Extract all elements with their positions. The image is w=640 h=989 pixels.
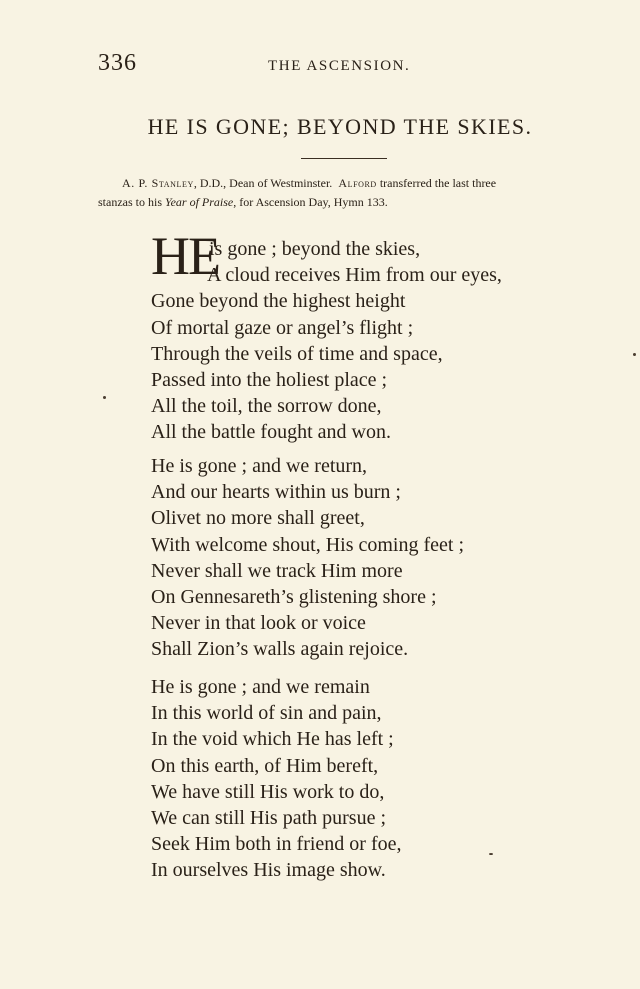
page-speck bbox=[103, 396, 106, 399]
verse-line: Never shall we track Him more bbox=[151, 559, 403, 582]
attribution bbox=[98, 174, 590, 212]
stanza-1 bbox=[151, 236, 502, 446]
verse-line: Of mortal gaze or angel’s flight ; bbox=[151, 316, 414, 339]
attribution-line2-end: , for Ascension Day, Hymn 133. bbox=[233, 195, 388, 209]
page-speck bbox=[489, 853, 493, 855]
author-name: A. P. Stanley bbox=[122, 176, 194, 190]
verse-line: He is gone ; and we return, bbox=[151, 455, 368, 477]
running-head: THE ASCENSION. bbox=[268, 58, 411, 74]
verse-line: He is gone ; and we remain bbox=[151, 676, 370, 698]
stanza-2 bbox=[151, 453, 464, 663]
attribution-line-2 bbox=[98, 193, 590, 212]
verse-line: Gone beyond the highest height bbox=[151, 290, 406, 313]
editor-name: Alford bbox=[338, 176, 377, 190]
verse-line: With welcome shout, His coming feet ; bbox=[151, 533, 465, 556]
verse-line: Never in that look or voice bbox=[151, 612, 366, 635]
verse-line: In this world of sin and pain, bbox=[151, 702, 382, 725]
verse-line: On this earth, of Him bereft, bbox=[151, 754, 379, 777]
verse-line: All the toil, the sorrow done, bbox=[151, 395, 382, 418]
verse-line: On Gennesareth’s glistening shore ; bbox=[151, 585, 437, 608]
drop-cap: HE bbox=[151, 226, 219, 286]
verse-line: In the void which He has left ; bbox=[151, 728, 394, 751]
page-speck bbox=[633, 353, 636, 356]
verse-line: Olivet no more shall greet, bbox=[151, 507, 365, 530]
attribution-line1-rest: transferred the last three bbox=[376, 176, 497, 190]
verse-line: We can still His path pursue ; bbox=[151, 806, 387, 829]
verse-line: Shall Zion’s walls again rejoice. bbox=[151, 638, 409, 661]
attribution-line2-start: stanzas to his bbox=[98, 195, 165, 209]
verse-line: is gone ; beyond the skies, bbox=[209, 238, 421, 260]
author-suffix: , D.D., Dean of Westminster. bbox=[193, 176, 333, 190]
page-number: 336 bbox=[98, 50, 137, 76]
verse-line: We have still His work to do, bbox=[151, 780, 385, 803]
verse-line: Through the veils of time and space, bbox=[151, 342, 443, 365]
verse-spacer bbox=[151, 236, 502, 262]
verse-line: Seek Him both in friend or foe, bbox=[151, 833, 402, 856]
verse-line: All the battle fought and won. bbox=[151, 421, 391, 444]
stanza-3 bbox=[151, 674, 402, 884]
verse-line: In ourselves His image show. bbox=[151, 859, 386, 882]
book-title: Year of Praise bbox=[165, 195, 234, 209]
hymn-title: HE IS GONE; BEYOND THE SKIES. bbox=[147, 114, 533, 139]
verse-line: And our hearts within us burn ; bbox=[151, 481, 401, 504]
attribution-line-1 bbox=[98, 174, 590, 193]
verse-line: A cloud receives Him from our eyes, bbox=[207, 264, 502, 287]
title-rule bbox=[301, 158, 387, 159]
verse-line: Passed into the holiest place ; bbox=[151, 368, 388, 391]
